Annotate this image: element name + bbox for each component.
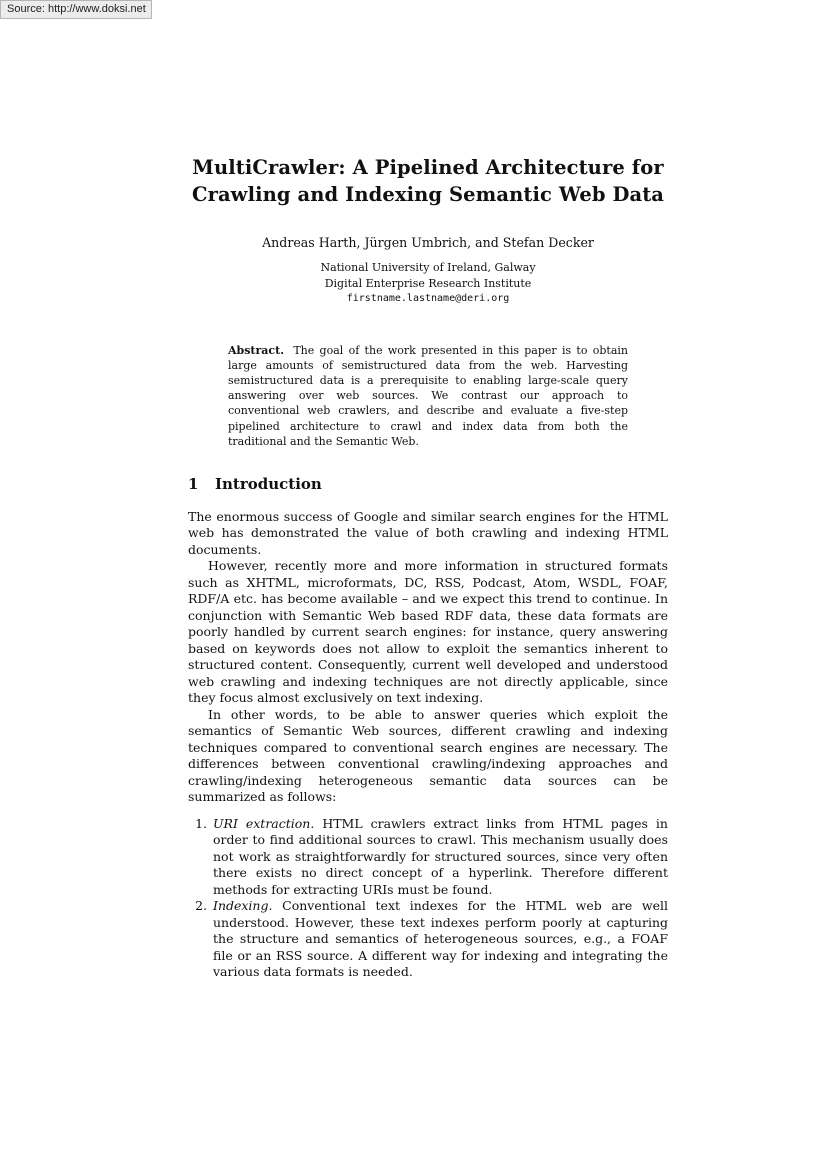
paper-page	[188, 154, 668, 981]
list-item-term: Indexing	[213, 898, 269, 914]
section-title: Introduction	[215, 474, 322, 493]
abstract	[228, 343, 628, 449]
email-address: firstname.lastname@deri.org	[346, 293, 510, 304]
introduction-body	[188, 509, 668, 806]
paragraph: In other words, to be able to answer queries which exploit the semantics of Semantic Web sources, different crawling and indexing techniques compared to conventional search engines are necessary. The differences between conventional crawling/indexing approaches and crawling/indexing heterogeneous semantic data sources can be summarized as follows:	[188, 706, 668, 805]
differences-list	[188, 816, 668, 981]
paragraph: The enormous success of Google and similar search engines for the HTML web has demonstrated the value of both crawling and indexing HTML documents.	[188, 508, 668, 557]
paragraph: However, recently more and more information in structured formats such as XHTML, microformats, DC, RSS, Podcast, Atom, WSDL, FOAF, RDF/A etc. has become available – and we expect this trend to continue. In conjunction with Semantic Web based RDF data, these data formats are poorly handled by current search engines: for instance, query answering based on keywords does not allow to exploit the semantics inherent to structured content. Consequently, current well developed and understood web crawling and indexing techniques are not directly applicable, since they focus almost exclusively on text indexing.	[188, 558, 668, 706]
affiliation	[188, 260, 668, 307]
university: National University of Ireland, Galway	[320, 261, 536, 274]
section-number: 1	[188, 474, 199, 493]
source-banner: Source: http://www.doksi.net	[0, 0, 152, 19]
title-line: Crawling and Indexing Semantic Web Data	[191, 183, 665, 206]
abstract-label: Abstract.	[228, 343, 285, 357]
title-line: MultiCrawler: A Pipelined Architecture for	[192, 156, 664, 179]
author-list: Andreas Harth, Jürgen Umbrich, and Stefan Decker	[262, 235, 594, 250]
list-item-term: URI extraction	[213, 815, 311, 831]
list-item-text: HTML crawlers extract links from HTML pages in order to find additional sources to crawl. This mechanism usually does not work as straightforwardly for structured sources, since very often there exists no direct concept of a hyperlink. Therefore different methods for extracting URIs must be found.	[213, 815, 668, 897]
list-item-text: Conventional text indexes for the HTML web are well understood. However, these text indexes perform poorly at capturing the structure and semantics of heterogeneous sources, e.g., a FOAF file or an RSS source. A different way for indexing and integrating the various data formats is needed.	[213, 898, 668, 980]
paper-title	[188, 154, 668, 208]
abstract-text: The goal of the work presented in this paper is to obtain large amounts of semistructured data from the web. Harvesting semistructured data is a prerequisite to enabling large-scale query answering over web sources. We contrast our approach to conventional web crawlers, and describe and evaluate a five-step pipelined architecture to crawl and index data from both the traditional and the Semantic Web.	[228, 343, 628, 448]
list-item: 2. Indexing. Conventional text indexes for the HTML web are well understood. However, these text indexes perform poorly at capturing the structure and semantics of heterogeneous sources, e.g., a FOAF file or an RSS source. A different way for indexing and integrating the various data formats is needed.	[211, 898, 668, 981]
list-item: 1. URI extraction. HTML crawlers extract links from HTML pages in order to find additional sources to crawl. This mechanism usually does not work as straightforwardly for structured sources, since very often there exists no direct concept of a hyperlink. Therefore different methods for extracting URIs must be found.	[211, 816, 668, 899]
institute: Digital Enterprise Research Institute	[324, 276, 532, 290]
section-heading	[188, 475, 668, 493]
